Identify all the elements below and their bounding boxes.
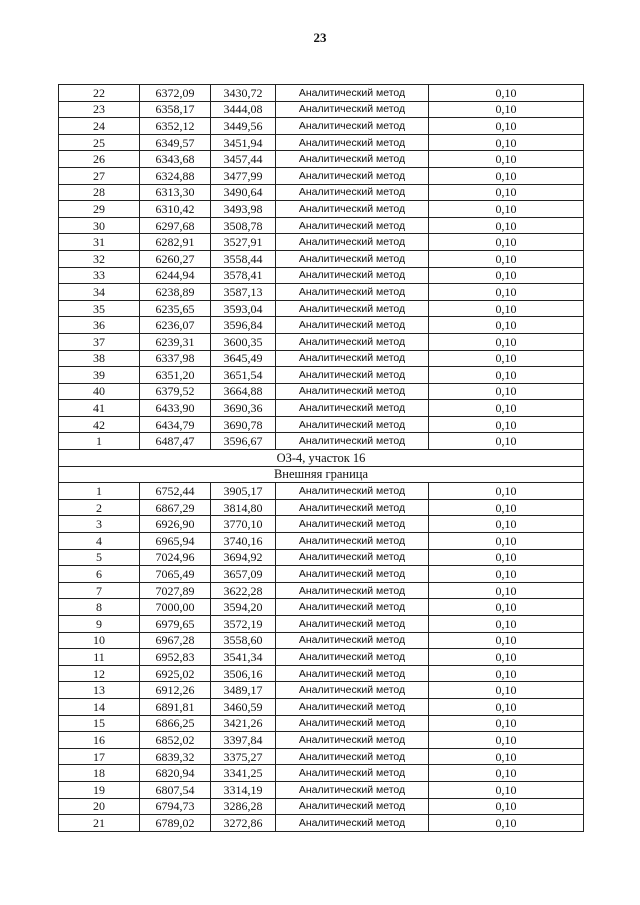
table-row xyxy=(59,765,584,782)
table-row xyxy=(59,333,584,350)
table-row xyxy=(59,599,584,616)
table-row xyxy=(59,184,584,201)
y-coordinate-cell: 3558,44 xyxy=(211,250,276,267)
point-number-cell: 27 xyxy=(59,167,140,184)
x-coordinate-cell: 6372,09 xyxy=(140,85,211,102)
y-coordinate-cell: 3651,54 xyxy=(211,367,276,384)
accuracy-cell: 0,10 xyxy=(429,698,584,715)
x-coordinate-cell: 6244,94 xyxy=(140,267,211,284)
y-coordinate-cell: 3314,19 xyxy=(211,781,276,798)
x-coordinate-cell: 6433,90 xyxy=(140,400,211,417)
table-row xyxy=(59,167,584,184)
accuracy-cell: 0,10 xyxy=(429,367,584,384)
table-row xyxy=(59,250,584,267)
x-coordinate-cell: 6867,29 xyxy=(140,499,211,516)
y-coordinate-cell: 3506,16 xyxy=(211,665,276,682)
point-number-cell: 26 xyxy=(59,151,140,168)
y-coordinate-cell: 3272,86 xyxy=(211,815,276,832)
x-coordinate-cell: 6239,31 xyxy=(140,333,211,350)
accuracy-cell: 0,10 xyxy=(429,798,584,815)
point-number-cell: 22 xyxy=(59,85,140,102)
section-header-row xyxy=(59,450,584,467)
table-row xyxy=(59,715,584,732)
accuracy-cell: 0,10 xyxy=(429,300,584,317)
table-row xyxy=(59,151,584,168)
accuracy-cell: 0,10 xyxy=(429,483,584,500)
x-coordinate-cell: 6324,88 xyxy=(140,167,211,184)
method-cell: Аналитический метод xyxy=(276,616,429,633)
method-cell: Аналитический метод xyxy=(276,134,429,151)
x-coordinate-cell: 7000,00 xyxy=(140,599,211,616)
x-coordinate-cell: 6925,02 xyxy=(140,665,211,682)
accuracy-cell: 0,10 xyxy=(429,101,584,118)
y-coordinate-cell: 3460,59 xyxy=(211,698,276,715)
method-cell: Аналитический метод xyxy=(276,184,429,201)
point-number-cell: 38 xyxy=(59,350,140,367)
accuracy-cell: 0,10 xyxy=(429,151,584,168)
method-cell: Аналитический метод xyxy=(276,599,429,616)
y-coordinate-cell: 3587,13 xyxy=(211,284,276,301)
method-cell: Аналитический метод xyxy=(276,815,429,832)
point-number-cell: 25 xyxy=(59,134,140,151)
y-coordinate-cell: 3690,78 xyxy=(211,416,276,433)
x-coordinate-cell: 6337,98 xyxy=(140,350,211,367)
y-coordinate-cell: 3451,94 xyxy=(211,134,276,151)
y-coordinate-cell: 3527,91 xyxy=(211,234,276,251)
x-coordinate-cell: 6351,20 xyxy=(140,367,211,384)
accuracy-cell: 0,10 xyxy=(429,167,584,184)
coordinates-table xyxy=(58,84,584,832)
x-coordinate-cell: 6752,44 xyxy=(140,483,211,500)
table-row xyxy=(59,317,584,334)
y-coordinate-cell: 3594,20 xyxy=(211,599,276,616)
table-row xyxy=(59,101,584,118)
method-cell: Аналитический метод xyxy=(276,400,429,417)
table-row xyxy=(59,85,584,102)
y-coordinate-cell: 3489,17 xyxy=(211,682,276,699)
point-number-cell: 35 xyxy=(59,300,140,317)
y-coordinate-cell: 3449,56 xyxy=(211,118,276,135)
point-number-cell: 29 xyxy=(59,201,140,218)
table-row xyxy=(59,300,584,317)
x-coordinate-cell: 7065,49 xyxy=(140,566,211,583)
y-coordinate-cell: 3541,34 xyxy=(211,649,276,666)
method-cell: Аналитический метод xyxy=(276,698,429,715)
accuracy-cell: 0,10 xyxy=(429,433,584,450)
method-cell: Аналитический метод xyxy=(276,217,429,234)
x-coordinate-cell: 6839,32 xyxy=(140,748,211,765)
x-coordinate-cell: 6789,02 xyxy=(140,815,211,832)
method-cell: Аналитический метод xyxy=(276,748,429,765)
point-number-cell: 10 xyxy=(59,632,140,649)
accuracy-cell: 0,10 xyxy=(429,516,584,533)
coordinates-table-body xyxy=(59,85,584,832)
table-row xyxy=(59,367,584,384)
accuracy-cell: 0,10 xyxy=(429,765,584,782)
y-coordinate-cell: 3596,67 xyxy=(211,433,276,450)
x-coordinate-cell: 6965,94 xyxy=(140,533,211,550)
point-number-cell: 32 xyxy=(59,250,140,267)
y-coordinate-cell: 3664,88 xyxy=(211,383,276,400)
x-coordinate-cell: 7027,89 xyxy=(140,582,211,599)
x-coordinate-cell: 6794,73 xyxy=(140,798,211,815)
table-row xyxy=(59,234,584,251)
x-coordinate-cell: 6379,52 xyxy=(140,383,211,400)
section-header: ОЗ-4, участок 16 xyxy=(59,450,584,467)
method-cell: Аналитический метод xyxy=(276,582,429,599)
method-cell: Аналитический метод xyxy=(276,151,429,168)
accuracy-cell: 0,10 xyxy=(429,599,584,616)
point-number-cell: 7 xyxy=(59,582,140,599)
x-coordinate-cell: 6297,68 xyxy=(140,217,211,234)
accuracy-cell: 0,10 xyxy=(429,317,584,334)
y-coordinate-cell: 3814,80 xyxy=(211,499,276,516)
accuracy-cell: 0,10 xyxy=(429,184,584,201)
x-coordinate-cell: 6852,02 xyxy=(140,732,211,749)
method-cell: Аналитический метод xyxy=(276,167,429,184)
method-cell: Аналитический метод xyxy=(276,416,429,433)
table-row xyxy=(59,566,584,583)
table-row xyxy=(59,533,584,550)
table-row xyxy=(59,516,584,533)
method-cell: Аналитический метод xyxy=(276,715,429,732)
point-number-cell: 30 xyxy=(59,217,140,234)
method-cell: Аналитический метод xyxy=(276,499,429,516)
table-row xyxy=(59,682,584,699)
table-row xyxy=(59,815,584,832)
point-number-cell: 33 xyxy=(59,267,140,284)
accuracy-cell: 0,10 xyxy=(429,350,584,367)
point-number-cell: 24 xyxy=(59,118,140,135)
x-coordinate-cell: 6282,91 xyxy=(140,234,211,251)
x-coordinate-cell: 6926,90 xyxy=(140,516,211,533)
point-number-cell: 1 xyxy=(59,433,140,450)
y-coordinate-cell: 3740,16 xyxy=(211,533,276,550)
y-coordinate-cell: 3508,78 xyxy=(211,217,276,234)
y-coordinate-cell: 3622,28 xyxy=(211,582,276,599)
accuracy-cell: 0,10 xyxy=(429,383,584,400)
x-coordinate-cell: 7024,96 xyxy=(140,549,211,566)
method-cell: Аналитический метод xyxy=(276,433,429,450)
method-cell: Аналитический метод xyxy=(276,234,429,251)
x-coordinate-cell: 6238,89 xyxy=(140,284,211,301)
accuracy-cell: 0,10 xyxy=(429,400,584,417)
x-coordinate-cell: 6343,68 xyxy=(140,151,211,168)
accuracy-cell: 0,10 xyxy=(429,715,584,732)
method-cell: Аналитический метод xyxy=(276,350,429,367)
method-cell: Аналитический метод xyxy=(276,201,429,218)
method-cell: Аналитический метод xyxy=(276,516,429,533)
accuracy-cell: 0,10 xyxy=(429,234,584,251)
y-coordinate-cell: 3493,98 xyxy=(211,201,276,218)
x-coordinate-cell: 6820,94 xyxy=(140,765,211,782)
y-coordinate-cell: 3600,35 xyxy=(211,333,276,350)
accuracy-cell: 0,10 xyxy=(429,549,584,566)
table-row xyxy=(59,383,584,400)
method-cell: Аналитический метод xyxy=(276,317,429,334)
accuracy-cell: 0,10 xyxy=(429,732,584,749)
method-cell: Аналитический метод xyxy=(276,632,429,649)
method-cell: Аналитический метод xyxy=(276,367,429,384)
method-cell: Аналитический метод xyxy=(276,798,429,815)
method-cell: Аналитический метод xyxy=(276,85,429,102)
accuracy-cell: 0,10 xyxy=(429,649,584,666)
point-number-cell: 20 xyxy=(59,798,140,815)
accuracy-cell: 0,10 xyxy=(429,250,584,267)
table-row xyxy=(59,217,584,234)
point-number-cell: 16 xyxy=(59,732,140,749)
y-coordinate-cell: 3375,27 xyxy=(211,748,276,765)
point-number-cell: 11 xyxy=(59,649,140,666)
accuracy-cell: 0,10 xyxy=(429,118,584,135)
x-coordinate-cell: 6349,57 xyxy=(140,134,211,151)
table-row xyxy=(59,483,584,500)
accuracy-cell: 0,10 xyxy=(429,499,584,516)
method-cell: Аналитический метод xyxy=(276,250,429,267)
method-cell: Аналитический метод xyxy=(276,682,429,699)
x-coordinate-cell: 6967,28 xyxy=(140,632,211,649)
method-cell: Аналитический метод xyxy=(276,665,429,682)
accuracy-cell: 0,10 xyxy=(429,682,584,699)
point-number-cell: 31 xyxy=(59,234,140,251)
point-number-cell: 39 xyxy=(59,367,140,384)
point-number-cell: 3 xyxy=(59,516,140,533)
y-coordinate-cell: 3430,72 xyxy=(211,85,276,102)
y-coordinate-cell: 3397,84 xyxy=(211,732,276,749)
point-number-cell: 12 xyxy=(59,665,140,682)
point-number-cell: 14 xyxy=(59,698,140,715)
y-coordinate-cell: 3694,92 xyxy=(211,549,276,566)
x-coordinate-cell: 6979,65 xyxy=(140,616,211,633)
accuracy-cell: 0,10 xyxy=(429,416,584,433)
accuracy-cell: 0,10 xyxy=(429,85,584,102)
x-coordinate-cell: 6310,42 xyxy=(140,201,211,218)
table-row xyxy=(59,499,584,516)
table-row xyxy=(59,798,584,815)
accuracy-cell: 0,10 xyxy=(429,333,584,350)
accuracy-cell: 0,10 xyxy=(429,665,584,682)
page-number: 23 xyxy=(313,30,327,45)
x-coordinate-cell: 6434,79 xyxy=(140,416,211,433)
point-number-cell: 18 xyxy=(59,765,140,782)
table-row xyxy=(59,433,584,450)
method-cell: Аналитический метод xyxy=(276,483,429,500)
section-header: Внешняя граница xyxy=(59,466,584,483)
method-cell: Аналитический метод xyxy=(276,383,429,400)
accuracy-cell: 0,10 xyxy=(429,566,584,583)
section-header-row xyxy=(59,466,584,483)
table-row xyxy=(59,582,584,599)
table-row xyxy=(59,748,584,765)
accuracy-cell: 0,10 xyxy=(429,134,584,151)
y-coordinate-cell: 3421,26 xyxy=(211,715,276,732)
table-row xyxy=(59,400,584,417)
table-row xyxy=(59,416,584,433)
method-cell: Аналитический метод xyxy=(276,333,429,350)
y-coordinate-cell: 3444,08 xyxy=(211,101,276,118)
y-coordinate-cell: 3770,10 xyxy=(211,516,276,533)
x-coordinate-cell: 6866,25 xyxy=(140,715,211,732)
point-number-cell: 6 xyxy=(59,566,140,583)
point-number-cell: 36 xyxy=(59,317,140,334)
y-coordinate-cell: 3341,25 xyxy=(211,765,276,782)
table-row xyxy=(59,732,584,749)
table-row xyxy=(59,134,584,151)
table-row xyxy=(59,549,584,566)
y-coordinate-cell: 3657,09 xyxy=(211,566,276,583)
method-cell: Аналитический метод xyxy=(276,101,429,118)
point-number-cell: 1 xyxy=(59,483,140,500)
method-cell: Аналитический метод xyxy=(276,284,429,301)
y-coordinate-cell: 3572,19 xyxy=(211,616,276,633)
x-coordinate-cell: 6807,54 xyxy=(140,781,211,798)
point-number-cell: 9 xyxy=(59,616,140,633)
x-coordinate-cell: 6235,65 xyxy=(140,300,211,317)
point-number-cell: 42 xyxy=(59,416,140,433)
table-row xyxy=(59,350,584,367)
point-number-cell: 13 xyxy=(59,682,140,699)
point-number-cell: 4 xyxy=(59,533,140,550)
x-coordinate-cell: 6487,47 xyxy=(140,433,211,450)
table-row xyxy=(59,267,584,284)
point-number-cell: 8 xyxy=(59,599,140,616)
method-cell: Аналитический метод xyxy=(276,300,429,317)
y-coordinate-cell: 3578,41 xyxy=(211,267,276,284)
point-number-cell: 5 xyxy=(59,549,140,566)
table-row xyxy=(59,118,584,135)
y-coordinate-cell: 3596,84 xyxy=(211,317,276,334)
table-row xyxy=(59,649,584,666)
table-row xyxy=(59,616,584,633)
x-coordinate-cell: 6236,07 xyxy=(140,317,211,334)
table-row xyxy=(59,665,584,682)
method-cell: Аналитический метод xyxy=(276,533,429,550)
x-coordinate-cell: 6952,83 xyxy=(140,649,211,666)
accuracy-cell: 0,10 xyxy=(429,533,584,550)
x-coordinate-cell: 6891,81 xyxy=(140,698,211,715)
y-coordinate-cell: 3477,99 xyxy=(211,167,276,184)
y-coordinate-cell: 3490,64 xyxy=(211,184,276,201)
y-coordinate-cell: 3645,49 xyxy=(211,350,276,367)
table-row xyxy=(59,284,584,301)
y-coordinate-cell: 3690,36 xyxy=(211,400,276,417)
method-cell: Аналитический метод xyxy=(276,781,429,798)
point-number-cell: 19 xyxy=(59,781,140,798)
accuracy-cell: 0,10 xyxy=(429,815,584,832)
y-coordinate-cell: 3286,28 xyxy=(211,798,276,815)
x-coordinate-cell: 6313,30 xyxy=(140,184,211,201)
x-coordinate-cell: 6352,12 xyxy=(140,118,211,135)
x-coordinate-cell: 6260,27 xyxy=(140,250,211,267)
accuracy-cell: 0,10 xyxy=(429,267,584,284)
accuracy-cell: 0,10 xyxy=(429,217,584,234)
point-number-cell: 17 xyxy=(59,748,140,765)
accuracy-cell: 0,10 xyxy=(429,201,584,218)
point-number-cell: 41 xyxy=(59,400,140,417)
method-cell: Аналитический метод xyxy=(276,118,429,135)
y-coordinate-cell: 3558,60 xyxy=(211,632,276,649)
point-number-cell: 21 xyxy=(59,815,140,832)
method-cell: Аналитический метод xyxy=(276,765,429,782)
point-number-cell: 28 xyxy=(59,184,140,201)
point-number-cell: 34 xyxy=(59,284,140,301)
method-cell: Аналитический метод xyxy=(276,566,429,583)
y-coordinate-cell: 3905,17 xyxy=(211,483,276,500)
accuracy-cell: 0,10 xyxy=(429,748,584,765)
table-row xyxy=(59,698,584,715)
accuracy-cell: 0,10 xyxy=(429,781,584,798)
x-coordinate-cell: 6358,17 xyxy=(140,101,211,118)
table-row xyxy=(59,632,584,649)
table-row xyxy=(59,201,584,218)
point-number-cell: 37 xyxy=(59,333,140,350)
y-coordinate-cell: 3457,44 xyxy=(211,151,276,168)
method-cell: Аналитический метод xyxy=(276,267,429,284)
x-coordinate-cell: 6912,26 xyxy=(140,682,211,699)
method-cell: Аналитический метод xyxy=(276,549,429,566)
accuracy-cell: 0,10 xyxy=(429,284,584,301)
y-coordinate-cell: 3593,04 xyxy=(211,300,276,317)
point-number-cell: 23 xyxy=(59,101,140,118)
point-number-cell: 15 xyxy=(59,715,140,732)
method-cell: Аналитический метод xyxy=(276,732,429,749)
point-number-cell: 40 xyxy=(59,383,140,400)
method-cell: Аналитический метод xyxy=(276,649,429,666)
point-number-cell: 2 xyxy=(59,499,140,516)
accuracy-cell: 0,10 xyxy=(429,616,584,633)
accuracy-cell: 0,10 xyxy=(429,632,584,649)
table-row xyxy=(59,781,584,798)
accuracy-cell: 0,10 xyxy=(429,582,584,599)
